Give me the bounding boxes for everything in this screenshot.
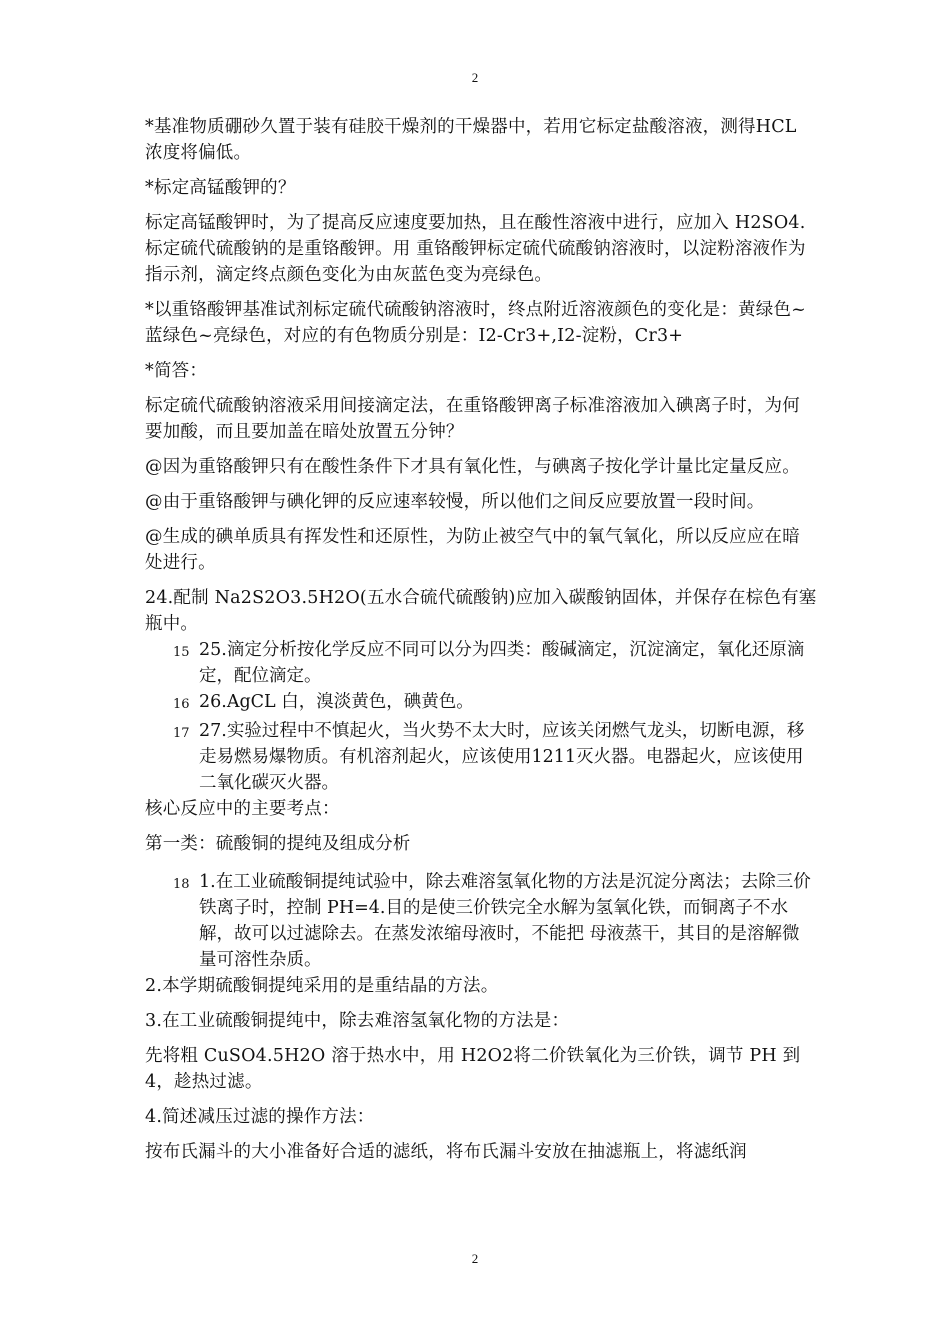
numbered-item — [145, 689, 817, 718]
item-text: 26.AgCL 白，溴淡黄色，碘黄色。 — [199, 692, 474, 712]
page-number-bottom: 2 — [471, 1251, 479, 1266]
item-number: 18 — [173, 877, 190, 892]
paragraph: 标定硫代硫酸钠溶液采用间接滴定法，在重铬酸钾离子标准溶液加入碘离子时，为何要加酸，而且要加盖在暗处放置五分钟？ — [145, 396, 800, 442]
item-number: 17 — [173, 726, 190, 741]
paragraph: 标定高锰酸钾时，为了提高反应速度要加热，且在酸性溶液中进行，应加入 H2SO4.标定硫代硫酸钠的是重铬酸钾。用 重铬酸钾标定硫代硫酸钠溶液时，以淀粉溶液作为指示剂，滴定终点颜色变化为由灰蓝色变为亮绿色。 — [145, 213, 806, 285]
numbered-item — [145, 718, 817, 796]
paragraph: 3.在工业硫酸铜提纯中，除去难溶氢氧化物的方法是： — [145, 1011, 570, 1031]
paragraph: 2.本学期硫酸铜提纯采用的是重结晶的方法。 — [145, 976, 499, 996]
paragraph: *以重铬酸钾基准试剂标定硫代硫酸钠溶液时，终点附近溶液颜色的变化是：黄绿色~蓝绿色~亮绿色，对应的有色物质分别是：I2-Cr3+,I2-淀粉，Cr3+ — [145, 300, 807, 346]
item-text: 25.滴定分析按化学反应不同可以分为四类：酸碱滴定，沉淀滴定，氧化还原滴定，配位滴定。 — [199, 640, 805, 686]
item-text: 27.实验过程中不慎起火，当火势不太大时，应该关闭燃气龙头，切断电源，移走易燃易爆物质。有机溶剂起火，应该使用1211灭火器。电器起火，应该使用二氧化碳灭火器。 — [199, 721, 805, 793]
document-body — [145, 114, 817, 1174]
paragraph: @生成的碘单质具有挥发性和还原性，为防止被空气中的氧气氧化，所以反应应在暗处进行。 — [145, 527, 800, 573]
paragraph: @由于重铬酸钾与碘化钾的反应速率较慢，所以他们之间反应要放置一段时间。 — [145, 492, 765, 512]
paragraph: 24.配制 Na2S2O3.5H2O(五水合硫代硫酸钠)应加入碳酸钠固体，并保存在棕色有塞瓶中。 — [145, 588, 817, 634]
paragraph: @因为重铬酸钾只有在酸性条件下才具有氧化性，与碘离子按化学计量比定量反应。 — [145, 457, 800, 477]
paragraph: *简答： — [145, 361, 208, 381]
paragraph: *基准物质硼砂久置于装有硅胶干燥剂的干燥器中，若用它标定盐酸溶液，测得HCL 浓度将偏低。 — [145, 117, 797, 163]
item-number: 16 — [173, 697, 190, 712]
section-heading: 第一类：硫酸铜的提纯及组成分析 — [145, 834, 411, 854]
section-heading: 核心反应中的主要考点： — [145, 799, 340, 819]
page-number-top: 2 — [471, 70, 479, 85]
paragraph: 4.简述减压过滤的操作方法： — [145, 1107, 375, 1127]
paragraph: 按布氏漏斗的大小准备好合适的滤纸，将布氏漏斗安放在抽滤瓶上，将滤纸润 — [145, 1142, 747, 1162]
numbered-item — [145, 637, 817, 689]
item-number: 15 — [173, 645, 190, 660]
paragraph: *标定高锰酸钾的？ — [145, 178, 296, 198]
numbered-item — [145, 869, 817, 973]
item-text: 1.在工业硫酸铜提纯试验中，除去难溶氢氧化物的方法是沉淀分离法；去除三价铁离子时，控制 PH=4.目的是使三价铁完全水解为氢氧化铁，而铜离子不水解，故可以过滤除去。在蒸发浓缩母液时，不能把 母液蒸干，其目的是溶解微量可溶性杂质。 — [199, 872, 811, 970]
paragraph: 先将粗 CuSO4.5H2O 溶于热水中，用 H2O2将二价铁氧化为三价铁，调节 PH 到4，趁热过滤。 — [145, 1046, 801, 1092]
